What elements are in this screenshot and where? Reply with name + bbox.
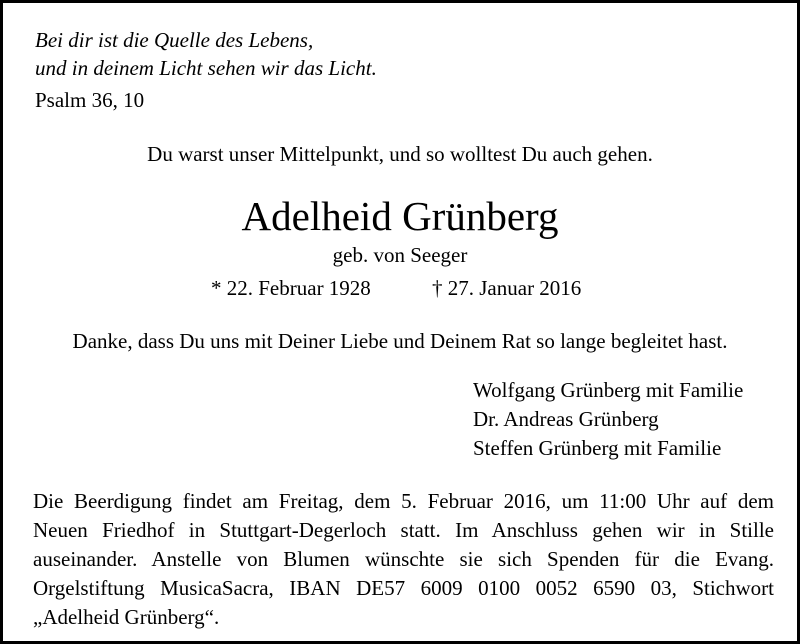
funeral-notice-line: „Adelheid Grünberg“. <box>33 605 220 629</box>
funeral-notice-line: auseinander. Anstelle von Blumen wünschte sie sich Spenden für die Evang. <box>33 547 774 571</box>
death-date: † 27. Januar 2016 <box>432 276 582 300</box>
family-member: Dr. Andreas Grünberg <box>473 407 659 431</box>
birth-name: geb. von Seeger <box>332 243 468 267</box>
funeral-notice-line: Orgelstiftung MusicaSacra, IBAN DE57 6009 0100 0052 6590 03, Stichwort <box>33 576 774 600</box>
verse-source: Psalm 36, 10 <box>35 88 145 112</box>
family-member: Steffen Grünberg mit Familie <box>473 436 722 460</box>
motto: Du warst unser Mittelpunkt, und so wolltest Du auch gehen. <box>147 142 653 166</box>
funeral-notice-line: Neuen Friedhof in Stuttgart-Degerloch statt. Im Anschluss gehen wir in Stille <box>33 518 774 542</box>
birth-date: * 22. Februar 1928 <box>211 276 371 300</box>
funeral-notice <box>33 487 774 632</box>
verse-line-1: Bei dir ist die Quelle des Lebens, <box>35 28 314 52</box>
thanks-line: Danke, dass Du uns mit Deiner Liebe und Deinem Rat so lange begleitet hast. <box>72 329 728 353</box>
deceased-name: Adelheid Grünberg <box>241 193 559 239</box>
verse-line-2: und in deinem Licht sehen wir das Licht. <box>35 56 377 80</box>
family-member: Wolfgang Grünberg mit Familie <box>473 378 744 402</box>
funeral-notice-line: Die Beerdigung findet am Freitag, dem 5. Februar 2016, um 11:00 Uhr auf dem <box>33 489 774 513</box>
